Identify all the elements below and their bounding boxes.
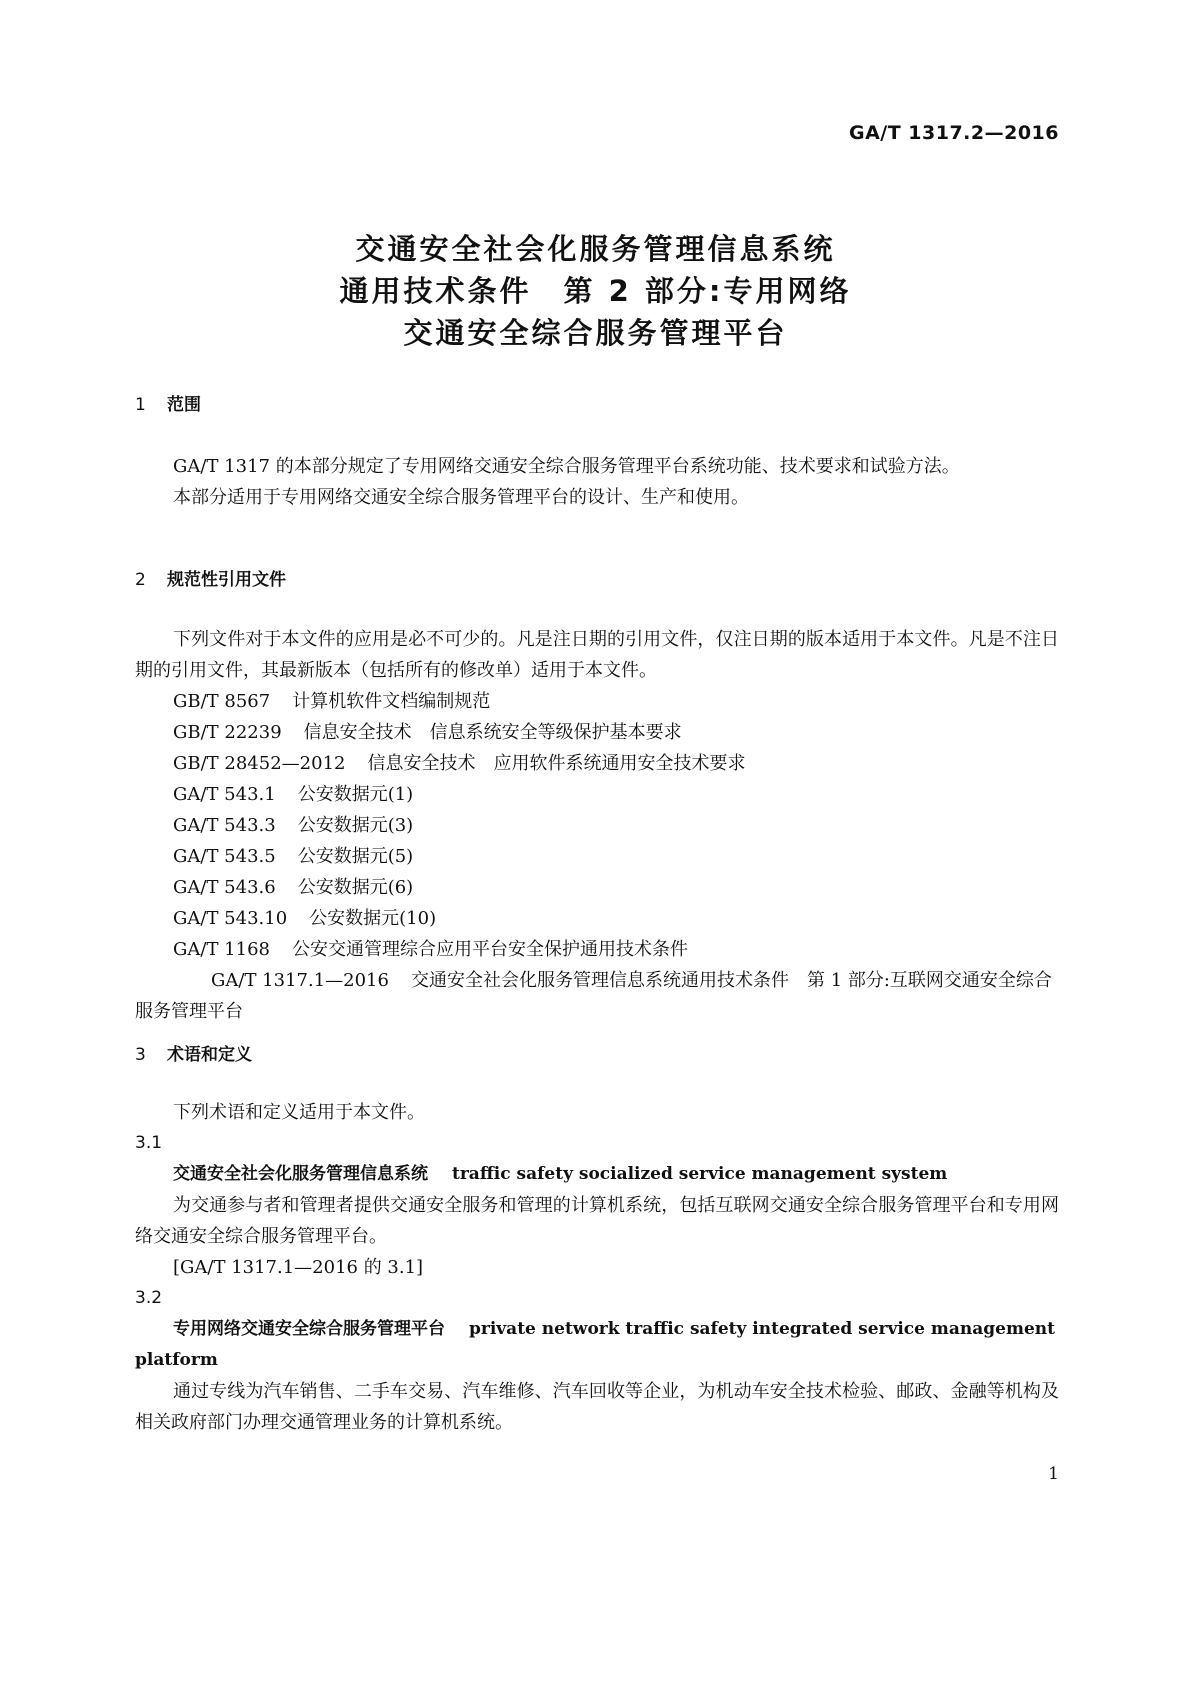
- section-1-heading: [135, 393, 1059, 417]
- reference-item: [135, 934, 1059, 965]
- reference-code: GA/T 1168: [173, 939, 270, 960]
- reference-code: GA/T 543.6: [173, 877, 276, 898]
- term-definition: 为交通参与者和管理者提供交通安全服务和管理的计算机系统，包括互联网交通安全综合服务管理平台和专用网络交通安全综合服务管理平台。: [135, 1195, 1059, 1247]
- reference-title: 公安交通管理综合应用平台安全保护通用技术条件: [291, 939, 688, 960]
- reference-code: GA/T 543.5: [173, 846, 276, 867]
- reference-code: GA/T 543.3: [173, 815, 276, 836]
- reference-item: [135, 810, 1059, 841]
- term-source: [GA/T 1317.1—2016 的 3.1]: [173, 1257, 424, 1278]
- section-2-heading: [135, 568, 1059, 592]
- reference-title: 信息安全技术 信息系统安全等级保护基本要求: [303, 722, 682, 743]
- reference-title: 公安数据元(1): [297, 784, 414, 805]
- reference-title: 公安数据元(3): [297, 815, 414, 836]
- reference-code: GB/T 22239: [173, 722, 282, 743]
- term-chinese: 专用网络交通安全综合服务管理平台: [173, 1319, 445, 1339]
- section-2-body: [135, 624, 1059, 1027]
- title-line-1: 交通安全社会化服务管理信息系统: [355, 232, 836, 266]
- term-number: 3.2: [135, 1288, 163, 1308]
- reference-code: GA/T 543.10: [173, 908, 288, 929]
- reference-code: GA/T 543.1: [173, 784, 276, 805]
- reference-code: GA/T 1317.1—2016: [211, 970, 389, 991]
- reference-title: 公安数据元(6): [297, 877, 414, 898]
- reference-title: 信息安全技术 应用软件系统通用安全技术要求: [367, 753, 746, 774]
- term-heading: [135, 1159, 1059, 1190]
- paragraph: 本部分适用于专用网络交通安全综合服务管理平台的设计、生产和使用。: [173, 487, 749, 508]
- term-heading: [135, 1314, 1059, 1376]
- section-3-body: [135, 1097, 1059, 1438]
- reference-item: [135, 686, 1059, 717]
- reference-item: [135, 965, 1059, 1027]
- reference-item: [135, 717, 1059, 748]
- term-chinese: 交通安全社会化服务管理信息系统: [173, 1164, 428, 1184]
- title-line-3: 交通安全综合服务管理平台: [403, 316, 788, 350]
- reference-item: [135, 841, 1059, 872]
- paragraph: GA/T 1317 的本部分规定了专用网络交通安全综合服务管理平台系统功能、技术要求和试验方法。: [173, 456, 960, 477]
- reference-item: [135, 748, 1059, 779]
- reference-item: [135, 872, 1059, 903]
- section-title: 术语和定义: [167, 1045, 252, 1065]
- section-title: 规范性引用文件: [167, 570, 286, 590]
- term-number: 3.1: [135, 1133, 163, 1153]
- term-definition: 通过专线为汽车销售、二手车交易、汽车维修、汽车回收等企业，为机动车安全技术检验、邮政、金融等机构及相关政府部门办理交通管理业务的计算机系统。: [135, 1381, 1059, 1433]
- reference-title: 公安数据元(10): [309, 908, 437, 929]
- reference-item: [135, 903, 1059, 934]
- term-english: private network traffic safety integrated service management platform: [135, 1319, 1055, 1370]
- section-title: 范围: [167, 395, 201, 415]
- reference-title: 交通安全社会化服务管理信息系统通用技术条件 第 1 部分:互联网交通安全综合服务管理平台: [135, 970, 1052, 1022]
- reference-title: 计算机软件文档编制规范: [292, 691, 491, 712]
- section-1-body: [135, 451, 1059, 513]
- paragraph: 下列文件对于本文件的应用是必不可少的。凡是注日期的引用文件，仅注日期的版本适用于本文件。凡是不注日期的引用文件，其最新版本（包括所有的修改单）适用于本文件。: [135, 629, 1059, 681]
- section-number: 1: [135, 395, 146, 415]
- section-3-heading: [135, 1043, 1059, 1067]
- paragraph: 下列术语和定义适用于本文件。: [173, 1102, 425, 1123]
- section-number: 2: [135, 570, 146, 590]
- reference-code: GB/T 28452—2012: [173, 753, 346, 774]
- reference-item: [135, 779, 1059, 810]
- reference-title: 公安数据元(5): [297, 846, 414, 867]
- standard-code: GA/T 1317.2—2016: [848, 122, 1059, 144]
- section-number: 3: [135, 1045, 146, 1065]
- term-english: traffic safety socialized service management system: [452, 1164, 948, 1184]
- page-number: 1: [1048, 1464, 1059, 1484]
- reference-code: GB/T 8567: [173, 691, 271, 712]
- title-line-2: 通用技术条件 第 2 部分:专用网络: [339, 274, 852, 308]
- document-title: [0, 228, 1191, 354]
